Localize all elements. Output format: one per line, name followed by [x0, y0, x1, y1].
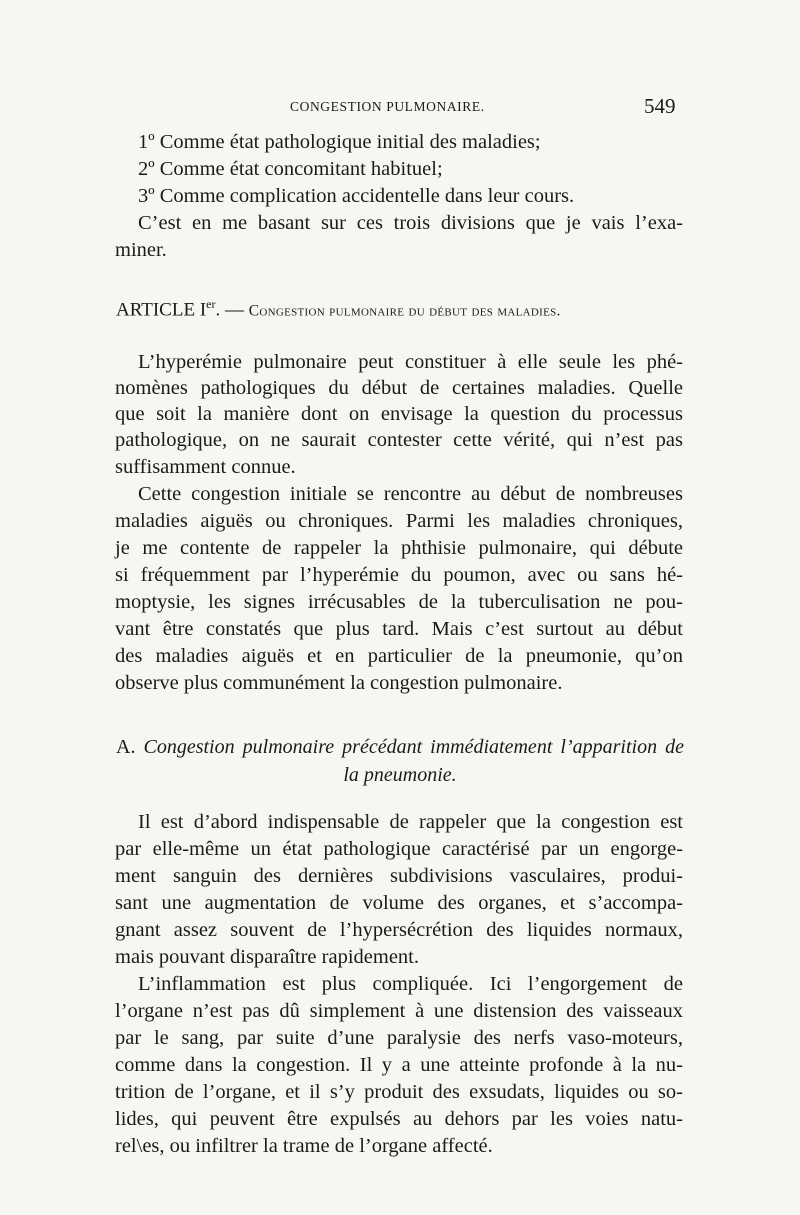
text-line: Cette congestion initiale se rencontre au début de nombreuses	[138, 483, 683, 505]
article-title: Congestion pulmonaire du début des maladies.	[248, 302, 561, 320]
text-line: suffisamment connue.	[115, 456, 296, 478]
text-line: si fréquemment par l’hyperémie du poumon, avec ou sans hé-	[115, 564, 683, 586]
section-heading	[116, 733, 684, 789]
running-head: CONGESTION PULMONAIRE.	[290, 99, 485, 114]
text-line: des maladies aiguës et en particulier de la pneumonie, qu’on	[115, 645, 683, 667]
text-line: moptysie, les signes irrécusables de la tuberculisation ne pou-	[115, 591, 683, 613]
text-line: miner.	[115, 239, 167, 261]
text-line: sant une augmentation de volume des organes, et s’accompa-	[115, 892, 683, 914]
text-line: par elle-même un état pathologique caractérisé par un engorge-	[115, 838, 683, 860]
text-line: maladies aiguës ou chroniques. Parmi les maladies chroniques,	[115, 510, 683, 532]
text-line: je me contente de rappeler la phthisie pulmonaire, qui débute	[115, 537, 683, 559]
text-line: rel\es, ou infiltrer la trame de l’organe affecté.	[115, 1135, 493, 1157]
text-line: trition de l’organe, et il s’y produit des exsudats, liquides ou so-	[115, 1081, 683, 1103]
text-line: Il est d’abord indispensable de rappeler que la congestion est	[138, 811, 683, 833]
text-line: C’est en me basant sur ces trois divisions que je vais l’exa-	[138, 212, 683, 234]
section-letter: A.	[116, 736, 136, 758]
article-heading	[116, 297, 684, 321]
list-item: 2º Comme état concomitant habituel;	[138, 158, 443, 180]
page-number: 549	[644, 94, 676, 118]
text-line: l’organe n’est pas dû simplement à une distension des vaisseaux	[115, 1000, 683, 1022]
text-line: gnant assez souvent de l’hypersécrétion des liquides normaux,	[115, 919, 683, 941]
list-item: 1º Comme état pathologique initial des maladies;	[138, 131, 541, 153]
list-item: 3º Comme complication accidentelle dans leur cours.	[138, 185, 575, 207]
text-line: L’inflammation est plus compliquée. Ici l’engorgement de	[138, 973, 683, 995]
text-line: par le sang, par suite d’une paralysie des nerfs vaso-moteurs,	[115, 1027, 683, 1049]
text-line: ment sanguin des dernières subdivisions vasculaires, produi-	[115, 865, 683, 887]
article-label: ARTICLE I	[116, 299, 207, 321]
text-line: observe plus communément la congestion pulmonaire.	[115, 672, 563, 694]
text-line: vant être constatés que plus tard. Mais c’est surtout au début	[115, 618, 683, 640]
article-dash: . —	[215, 299, 249, 321]
section-title: Congestion pulmonaire précédant immédiatement l’apparition de la pneumonie.	[143, 736, 685, 786]
text-line: lides, qui peuvent être expulsés au dehors par les voies natu-	[115, 1108, 683, 1130]
text-line: que soit la manière dont on envisage la question du processus	[115, 403, 683, 425]
text-line: nomènes pathologiques du début de certaines maladies. Quelle	[115, 377, 683, 399]
text-line: mais pouvant disparaître rapidement.	[115, 946, 419, 968]
text-line: pathologique, on ne saurait contester cette vérité, qui n’est pas	[115, 429, 683, 451]
text-line: L’hyperémie pulmonaire peut constituer à elle seule les phé-	[138, 351, 683, 373]
article-superscript: er	[206, 297, 216, 311]
text-line: comme dans la congestion. Il y a une atteinte profonde à la nu-	[115, 1054, 683, 1076]
